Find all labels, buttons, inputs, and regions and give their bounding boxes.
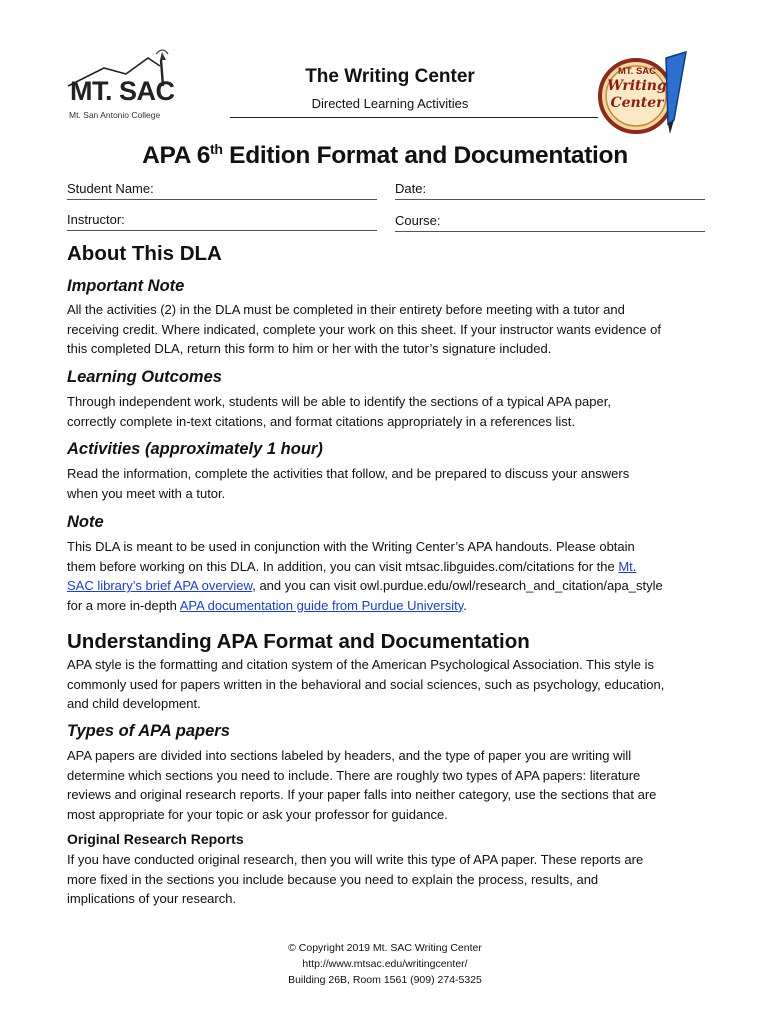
activities-text: Read the information, complete the activities that follow, and be prepared to discuss your answers when you meet with a tutor.	[67, 466, 630, 501]
mtsac-library-link-cont[interactable]: SAC library’s brief APA overview	[67, 578, 253, 594]
badge-line-1: MT. SAC	[618, 66, 656, 77]
student-name-field[interactable]	[67, 199, 377, 200]
writing-center-badge	[596, 50, 692, 136]
page-title: APA 6th Edition Format and Documentation	[142, 140, 628, 169]
important-note-text: All the activities (2) in the DLA must be completed in their entirety before meeting with a tutor and receiving credit. Where indicated, complete your work on this sheet. If your instructor wants evidence of this completed DLA, return this form to him or her with the tutor’s signature included.	[67, 302, 661, 357]
header-divider	[230, 117, 598, 118]
footer-url: http://www.mtsac.edu/writingcenter/	[302, 958, 468, 970]
course-field[interactable]	[395, 231, 705, 232]
header-subtitle: Directed Learning Activities	[311, 96, 469, 111]
purdue-guide-link[interactable]: APA documentation guide from Purdue University	[179, 597, 464, 613]
badge-line-2: Writing	[607, 78, 667, 94]
types-heading: Types of APA papers	[67, 722, 230, 740]
date-field[interactable]	[395, 199, 705, 200]
logo-subtitle: Mt. San Antonio College	[69, 110, 161, 120]
header-title: The Writing Center	[305, 66, 475, 87]
understanding-heading: Understanding APA Format and Documentation	[67, 630, 530, 653]
mtsac-library-link[interactable]: Mt.	[618, 558, 637, 574]
footer-copyright: © Copyright 2019 Mt. SAC Writing Center	[288, 942, 482, 954]
note-text: This DLA is meant to be used in conjunction with the Writing Center’s APA handouts. Please obtain them before working on this DLA. In addition, you can visit mtsac.libguides.com/citations for the Mt. SAC library’s brief APA overview, and you can visit owl.purdue.edu/owl/research_and_citation/apa_style for a more in-depth APA documentation guide from Purdue University.	[67, 539, 663, 613]
logo-wordmark: MT. SAC	[70, 76, 175, 106]
student-name-label: Student Name:	[67, 181, 154, 196]
badge-line-3: Center	[610, 95, 664, 111]
instructor-label: Instructor:	[67, 212, 125, 227]
mtsac-logo	[64, 48, 182, 124]
original-research-text: If you have conducted original research, then you will write this type of APA paper. These reports are more fixed in the sections you include because you need to explain the process, results, and implications of your research.	[67, 852, 644, 907]
footer-address: Building 26B, Room 1561 (909) 274-5325	[288, 974, 482, 986]
activities-heading: Activities (approximately 1 hour)	[67, 440, 323, 458]
about-heading: About This DLA	[67, 242, 222, 265]
course-label: Course:	[395, 213, 441, 228]
footer	[150, 940, 620, 988]
important-note-heading: Important Note	[67, 277, 185, 295]
note-heading: Note	[67, 513, 104, 531]
understanding-text: APA style is the formatting and citation system of the American Psychological Association. This style is commonly used for papers written in the behavioral and social sciences, such as psychology, education, and child development.	[67, 657, 665, 712]
learning-outcomes-text: Through independent work, students will be able to identify the sections of a typical APA paper, correctly complete in-text citations, and format citations appropriately in a references list.	[67, 394, 611, 429]
date-label: Date:	[395, 181, 427, 196]
original-research-heading: Original Research Reports	[67, 831, 244, 847]
learning-outcomes-heading: Learning Outcomes	[67, 368, 222, 386]
instructor-field[interactable]	[67, 230, 377, 231]
types-text: APA papers are divided into sections labeled by headers, and the type of paper you are writing will determine which sections you need to include. There are roughly two types of APA papers: literature reviews and original research reports. If your paper falls into neither category, use the sections that are most appropriate for your topic or ask your professor for guidance.	[67, 748, 657, 822]
